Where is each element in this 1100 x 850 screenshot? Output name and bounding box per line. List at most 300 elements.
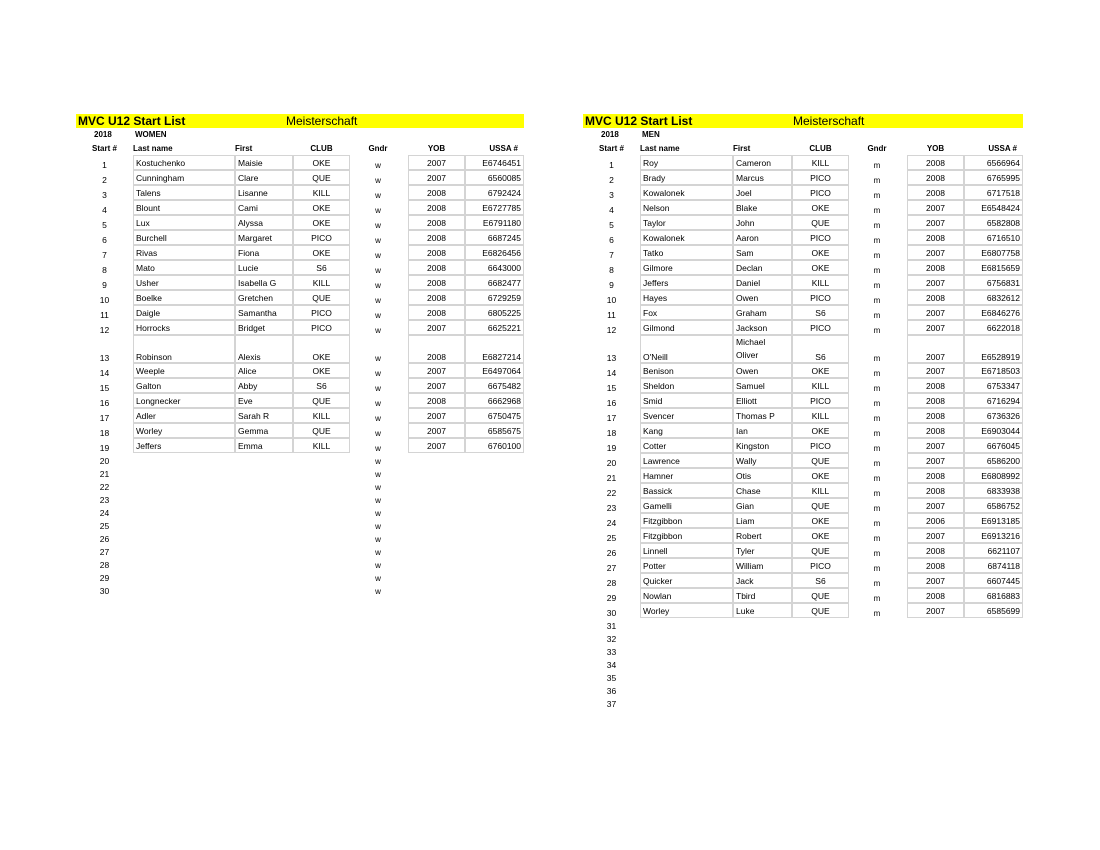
last-name-cell: Longnecker	[133, 393, 235, 408]
table-row	[583, 290, 1023, 305]
yob-cell: 2008	[408, 393, 465, 408]
table-row	[583, 670, 1023, 683]
last-name-cell: Tatko	[640, 245, 733, 260]
last-name-cell: Potter	[640, 558, 733, 573]
ussa-number-cell: 6750475	[465, 408, 524, 423]
ussa-number-cell: 6833938	[964, 483, 1023, 498]
first-name-cell: Luke	[733, 603, 792, 618]
yob-cell: 2008	[408, 230, 465, 245]
start-number-cell: 24	[606, 518, 617, 528]
table-row	[583, 305, 1023, 320]
gender-cell: w	[375, 326, 381, 335]
club-cell: OKE	[293, 215, 350, 230]
club-cell	[293, 583, 350, 596]
yob-cell	[907, 618, 964, 631]
start-number-cell: 1	[609, 160, 614, 170]
ussa-number-cell: 6622018	[964, 320, 1023, 335]
yob-cell: 2008	[408, 185, 465, 200]
table-row	[76, 518, 524, 531]
club-cell	[792, 631, 849, 644]
ussa-number-cell: 6716294	[964, 393, 1023, 408]
last-name-cell: Cotter	[640, 438, 733, 453]
club-cell: KILL	[792, 378, 849, 393]
ussa-number-cell	[964, 683, 1023, 696]
ussa-number-cell	[964, 657, 1023, 670]
ussa-number-cell: 6582808	[964, 215, 1023, 230]
start-number-cell: 25	[606, 533, 617, 543]
start-number-cell: 9	[609, 280, 614, 290]
club-cell: PICO	[792, 170, 849, 185]
club-cell: PICO	[293, 230, 350, 245]
yob-cell: 2007	[907, 305, 964, 320]
start-number-cell: 23	[99, 495, 110, 505]
start-table	[76, 142, 524, 596]
club-cell	[293, 557, 350, 570]
first-name-cell: Joel	[733, 185, 792, 200]
ussa-number-cell	[465, 505, 524, 518]
yob-cell: 2008	[408, 215, 465, 230]
club-cell: PICO	[792, 393, 849, 408]
table-row	[76, 557, 524, 570]
last-name-cell: Nowlan	[640, 588, 733, 603]
table-row	[583, 155, 1023, 170]
yob-cell: 2007	[907, 528, 964, 543]
yob-cell: 2008	[907, 155, 964, 170]
table-row	[583, 498, 1023, 513]
yob-cell: 2008	[907, 543, 964, 558]
start-number-cell: 8	[609, 265, 614, 275]
last-name-cell	[133, 479, 235, 492]
year-label: 2018	[601, 130, 619, 139]
first-name-cell: Elliott	[733, 393, 792, 408]
first-name-cell: Sarah R	[235, 408, 293, 423]
last-name-cell	[133, 583, 235, 596]
table-row	[76, 479, 524, 492]
yob-cell: 2007	[907, 215, 964, 230]
table-row	[76, 305, 524, 320]
yob-cell: 2008	[907, 290, 964, 305]
club-cell: KILL	[293, 185, 350, 200]
club-cell: S6	[792, 573, 849, 588]
start-number-cell: 10	[99, 295, 110, 305]
yob-cell	[408, 453, 465, 466]
first-name-cell	[733, 683, 792, 696]
ussa-number-cell	[465, 544, 524, 557]
first-name-cell	[235, 544, 293, 557]
start-number-cell: 29	[606, 593, 617, 603]
yob-cell: 2007	[408, 378, 465, 393]
gender-cell: m	[873, 399, 881, 408]
yob-cell	[408, 544, 465, 557]
yob-cell: 2008	[408, 200, 465, 215]
list-subtitle: Meisterschaft	[286, 114, 358, 128]
start-number-cell: 8	[102, 265, 107, 275]
last-name-cell: Svencer	[640, 408, 733, 423]
ussa-number-cell: 6625221	[465, 320, 524, 335]
yob-cell: 2008	[907, 423, 964, 438]
last-name-cell	[133, 544, 235, 557]
table-row	[583, 320, 1023, 335]
gender-cell: m	[873, 489, 881, 498]
yob-cell	[907, 670, 964, 683]
start-number-cell: 30	[99, 586, 110, 596]
start-table	[583, 142, 1023, 709]
first-name-cell: Robert	[733, 528, 792, 543]
first-name-cell: Thomas P	[733, 408, 792, 423]
gender-cell	[849, 670, 905, 683]
gender-cell: w	[375, 266, 381, 275]
table-row	[583, 644, 1023, 657]
club-cell	[293, 492, 350, 505]
table-row	[76, 570, 524, 583]
first-name-cell: Maisie	[235, 155, 293, 170]
header-start: Start #	[599, 144, 624, 153]
last-name-cell: Horrocks	[133, 320, 235, 335]
ussa-number-cell: E6815659	[964, 260, 1023, 275]
table-row	[76, 531, 524, 544]
ussa-number-cell: 6586752	[964, 498, 1023, 513]
yob-cell: 2008	[907, 170, 964, 185]
ussa-number-cell: E6827214	[465, 335, 524, 363]
last-name-cell	[640, 670, 733, 683]
year-label: 2018	[94, 130, 112, 139]
last-name-cell: Boelke	[133, 290, 235, 305]
start-number-cell: 28	[606, 578, 617, 588]
start-number-cell: 2	[102, 175, 107, 185]
gender-cell: w	[375, 221, 381, 230]
start-number-cell: 23	[606, 503, 617, 513]
start-number-cell: 10	[606, 295, 617, 305]
yob-cell: 2007	[907, 245, 964, 260]
last-name-cell: Hamner	[640, 468, 733, 483]
header-club: CLUB	[809, 144, 832, 153]
last-name-cell: Kang	[640, 423, 733, 438]
first-name-cell	[235, 479, 293, 492]
yob-cell: 2007	[907, 275, 964, 290]
table-row	[583, 657, 1023, 670]
gender-cell	[849, 631, 905, 644]
start-number-cell: 36	[606, 686, 617, 696]
header-last-name: Last name	[640, 144, 680, 153]
table-row	[583, 528, 1023, 543]
last-name-cell: Burchell	[133, 230, 235, 245]
club-cell: PICO	[293, 320, 350, 335]
start-number-cell: 30	[606, 608, 617, 618]
start-number-cell: 4	[609, 205, 614, 215]
first-name-cell: Michael Oliver	[733, 335, 792, 363]
gender-cell: w	[375, 311, 381, 320]
table-row	[76, 275, 524, 290]
gender-cell: m	[873, 444, 881, 453]
header-first-name: First	[733, 144, 751, 153]
header-row	[76, 142, 524, 155]
last-name-cell	[133, 531, 235, 544]
first-name-cell	[733, 657, 792, 670]
first-name-cell: Graham	[733, 305, 792, 320]
table-row	[583, 543, 1023, 558]
first-name-cell: Cameron	[733, 155, 792, 170]
club-cell	[792, 683, 849, 696]
start-number-cell: 5	[102, 220, 107, 230]
ussa-number-cell	[964, 631, 1023, 644]
ussa-number-cell: 6585675	[465, 423, 524, 438]
first-name-cell: Gretchen	[235, 290, 293, 305]
first-name-cell: Gian	[733, 498, 792, 513]
gender-cell: w	[375, 457, 381, 466]
start-number-cell: 6	[609, 235, 614, 245]
ussa-number-cell: E6727785	[465, 200, 524, 215]
list-title: MVC U12 Start List	[585, 114, 693, 128]
first-name-cell: Emma	[235, 438, 293, 453]
first-name-cell	[235, 583, 293, 596]
start-number-cell: 13	[99, 353, 110, 363]
club-cell: OKE	[792, 468, 849, 483]
start-number-cell: 3	[102, 190, 107, 200]
start-number-cell: 2	[609, 175, 614, 185]
ussa-number-cell	[964, 696, 1023, 709]
start-number-cell: 24	[99, 508, 110, 518]
gender-cell: m	[873, 311, 881, 320]
last-name-cell: Fitzgibbon	[640, 528, 733, 543]
gender-cell: m	[873, 474, 881, 483]
list-subheader	[76, 128, 524, 142]
start-number-cell: 22	[606, 488, 617, 498]
club-cell: KILL	[293, 275, 350, 290]
club-cell: OKE	[792, 423, 849, 438]
start-number-cell: 20	[99, 456, 110, 466]
last-name-cell	[640, 618, 733, 631]
first-name-cell: Samantha	[235, 305, 293, 320]
yob-cell	[408, 583, 465, 596]
last-name-cell: Fox	[640, 305, 733, 320]
last-name-cell: Linnell	[640, 543, 733, 558]
ussa-number-cell: E6826456	[465, 245, 524, 260]
last-name-cell	[133, 492, 235, 505]
ussa-number-cell	[465, 518, 524, 531]
start-number-cell: 3	[609, 190, 614, 200]
start-number-cell: 7	[102, 250, 107, 260]
gender-cell: m	[873, 281, 881, 290]
last-name-cell: Blount	[133, 200, 235, 215]
gender-cell: w	[375, 496, 381, 505]
start-number-cell: 21	[99, 469, 110, 479]
start-number-cell: 16	[99, 398, 110, 408]
first-name-cell: Otis	[733, 468, 792, 483]
table-row	[583, 513, 1023, 528]
ussa-number-cell: 6566964	[964, 155, 1023, 170]
ussa-number-cell: 6662968	[465, 393, 524, 408]
last-name-cell	[640, 657, 733, 670]
last-name-cell: Jeffers	[640, 275, 733, 290]
start-number-cell: 35	[606, 673, 617, 683]
gender-cell: m	[873, 429, 881, 438]
first-name-cell	[235, 453, 293, 466]
start-number-cell: 33	[606, 647, 617, 657]
first-name-cell: Sam	[733, 245, 792, 260]
club-cell: OKE	[293, 335, 350, 363]
first-name-cell: Fiona	[235, 245, 293, 260]
last-name-cell	[133, 557, 235, 570]
header-ussa: USSA #	[489, 144, 518, 153]
women-start-list	[76, 114, 524, 596]
club-cell	[792, 696, 849, 709]
yob-cell	[907, 631, 964, 644]
ussa-number-cell	[465, 466, 524, 479]
club-cell: OKE	[293, 363, 350, 378]
last-name-cell: Gilmond	[640, 320, 733, 335]
last-name-cell: Talens	[133, 185, 235, 200]
yob-cell: 2007	[907, 363, 964, 378]
yob-cell: 2007	[408, 170, 465, 185]
start-number-cell: 20	[606, 458, 617, 468]
start-number-cell: 5	[609, 220, 614, 230]
first-name-cell: Aaron	[733, 230, 792, 245]
ussa-number-cell: E6548424	[964, 200, 1023, 215]
last-name-cell: Fitzgibbon	[640, 513, 733, 528]
start-number-cell: 21	[606, 473, 617, 483]
first-name-cell: Alyssa	[235, 215, 293, 230]
yob-cell: 2007	[907, 603, 964, 618]
first-name-cell: John	[733, 215, 792, 230]
first-name-cell: Declan	[733, 260, 792, 275]
table-row	[583, 618, 1023, 631]
table-body	[583, 155, 1023, 709]
ussa-number-cell: 6792424	[465, 185, 524, 200]
last-name-cell: Robinson	[133, 335, 235, 363]
last-name-cell	[133, 570, 235, 583]
last-name-cell: Rivas	[133, 245, 235, 260]
ussa-number-cell: 6643000	[465, 260, 524, 275]
yob-cell: 2007	[408, 423, 465, 438]
club-cell: KILL	[792, 275, 849, 290]
list-subheader	[583, 128, 1023, 142]
first-name-cell: Cami	[235, 200, 293, 215]
ussa-number-cell: E6808992	[964, 468, 1023, 483]
title-bar	[76, 114, 524, 128]
last-name-cell: Lawrence	[640, 453, 733, 468]
table-row	[583, 573, 1023, 588]
club-cell: OKE	[792, 528, 849, 543]
first-name-cell	[235, 557, 293, 570]
start-number-cell: 15	[606, 383, 617, 393]
table-row	[76, 438, 524, 453]
header-row	[583, 142, 1023, 155]
gender-cell: m	[873, 161, 881, 170]
gender-cell: m	[873, 504, 881, 513]
gender-cell: m	[873, 459, 881, 468]
last-name-cell	[133, 466, 235, 479]
first-name-cell	[235, 505, 293, 518]
gender-cell: w	[375, 369, 381, 378]
first-name-cell: Bridget	[235, 320, 293, 335]
last-name-cell: Daigle	[133, 305, 235, 320]
first-name-cell: Tbird	[733, 588, 792, 603]
table-row	[583, 393, 1023, 408]
start-number-cell: 1	[102, 160, 107, 170]
gender-cell: m	[873, 369, 881, 378]
yob-cell: 2008	[408, 275, 465, 290]
last-name-cell: Worley	[133, 423, 235, 438]
yob-cell: 2007	[408, 363, 465, 378]
header-start: Start #	[92, 144, 117, 153]
first-name-cell: Owen	[733, 290, 792, 305]
first-name-cell: Jack	[733, 573, 792, 588]
group-label: MEN	[642, 130, 660, 139]
gender-cell: m	[873, 384, 881, 393]
header-last-name: Last name	[133, 144, 173, 153]
last-name-cell: Mato	[133, 260, 235, 275]
first-name-cell	[235, 492, 293, 505]
first-name-cell: Ian	[733, 423, 792, 438]
gender-cell: w	[375, 236, 381, 245]
title-bar	[583, 114, 1023, 128]
gender-cell: w	[375, 587, 381, 596]
first-name-cell	[235, 518, 293, 531]
gender-cell: w	[375, 470, 381, 479]
first-name-cell: Kingston	[733, 438, 792, 453]
start-number-cell: 19	[99, 443, 110, 453]
ussa-number-cell	[964, 618, 1023, 631]
last-name-cell: Roy	[640, 155, 733, 170]
club-cell: PICO	[293, 305, 350, 320]
start-number-cell: 31	[606, 621, 617, 631]
club-cell: OKE	[792, 200, 849, 215]
gender-cell: w	[375, 399, 381, 408]
ussa-number-cell: E6913216	[964, 528, 1023, 543]
club-cell	[293, 505, 350, 518]
first-name-cell: Eve	[235, 393, 293, 408]
start-number-cell: 18	[606, 428, 617, 438]
gender-cell: w	[375, 509, 381, 518]
club-cell: QUE	[293, 170, 350, 185]
club-cell	[792, 644, 849, 657]
gender-cell: w	[375, 296, 381, 305]
yob-cell: 2008	[907, 468, 964, 483]
yob-cell	[408, 492, 465, 505]
gender-cell: w	[375, 414, 381, 423]
start-number-cell: 16	[606, 398, 617, 408]
first-name-cell	[235, 466, 293, 479]
club-cell	[293, 479, 350, 492]
table-row	[583, 683, 1023, 696]
yob-cell	[408, 479, 465, 492]
table-row	[583, 558, 1023, 573]
ussa-number-cell: E6791180	[465, 215, 524, 230]
gender-cell: m	[873, 266, 881, 275]
table-row	[76, 466, 524, 479]
start-number-cell: 27	[99, 547, 110, 557]
table-row	[76, 505, 524, 518]
start-number-cell: 15	[99, 383, 110, 393]
yob-cell: 2008	[907, 393, 964, 408]
ussa-number-cell: 6760100	[465, 438, 524, 453]
ussa-number-cell	[465, 492, 524, 505]
first-name-cell	[235, 531, 293, 544]
first-name-cell: Clare	[235, 170, 293, 185]
gender-cell: w	[375, 354, 381, 363]
ussa-number-cell: 6753347	[964, 378, 1023, 393]
club-cell: QUE	[792, 603, 849, 618]
ussa-number-cell: 6729259	[465, 290, 524, 305]
table-row	[583, 275, 1023, 290]
yob-cell: 2008	[907, 408, 964, 423]
ussa-number-cell: 6874118	[964, 558, 1023, 573]
yob-cell	[408, 466, 465, 479]
table-row	[583, 260, 1023, 275]
club-cell: QUE	[792, 543, 849, 558]
yob-cell	[408, 505, 465, 518]
yob-cell: 2007	[907, 320, 964, 335]
